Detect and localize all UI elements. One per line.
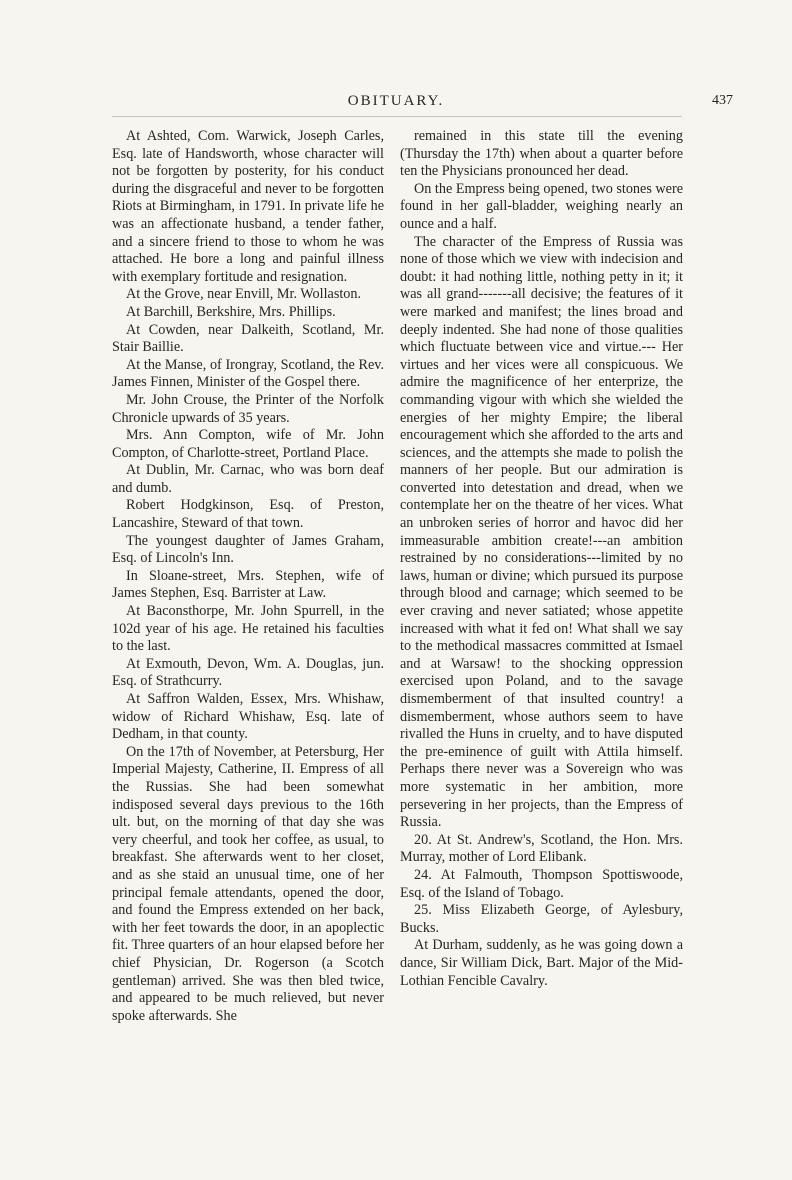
obituary-entry: At Durham, suddenly, as he was going down a dance, Sir William Dick, Bart. Major of the Mid-Lothian Fencible Cavalry. bbox=[400, 937, 683, 989]
obituary-entry: On the Empress being opened, two stones were found in her gall-bladder, weighing nearly an ounce and a half. bbox=[400, 180, 683, 232]
obituary-entry: 25. Miss Elizabeth George, of Aylesbury, Bucks. bbox=[400, 902, 683, 936]
obituary-entry: The character of the Empress of Russia was none of those which we view with indecision and doubt: it had nothing little, nothing petty in it; it was all grand-------all decisive; the features of it were marked and manifest; the lines broad and deeply indented. She had none of those qualities which fluctuate between vice and virtue.--- Her virtues and her vices were all conspicuous. We admire the magnificence of her enterprize, the commanding vigour with which she wielded the energies of her mighty Empire; the liberal encouragement which she afforded to the arts and sciences, and the attempts she made to polish the manners of her people. But our admiration is converted into detestation and dread, when we contemplate her on the theatre of her vices. What an unbroken series of horror and havoc did her immeasurable ambition create!---an ambition restrained by no considerations---limited by no laws, human or divine; which pursued its purpose through blood and carnage; which seemed to be ever craving and never satiated; whose appetite increased with what it fed on! What shall we say to the methodical massacres committed at Ismael and at Warsaw! to the shocking oppression exercised upon Poland, and to the savage dismemberment of that insulted country! a dismemberment, whose authors seem to have rivalled the Huns in cruelty, and to have disputed the pre-eminence of guilt with Attila himself. Perhaps there never was a Sovereign who was more systematic in her ambition, more persevering in her projects, than the Empress of Russia. bbox=[400, 233, 683, 831]
right-column bbox=[400, 128, 683, 990]
obituary-entry: At Cowden, near Dalkeith, Scotland, Mr. Stair Baillie. bbox=[112, 321, 384, 356]
obituary-entry: At Saffron Walden, Essex, Mrs. Whishaw, widow of Richard Whishaw, Esq. late of Dedham, in that county. bbox=[112, 691, 384, 743]
obituary-entry-empress: On the 17th of November, at Petersburg, Her Imperial Majesty, Catherine, II. Empress of all the Russias. She had been somewhat indisposed several days previous to the 16th ult. but, on the morning of that day she was very cheerful, and took her coffee, as usual, to breakfast. She afterwards went to her closet, and as she staid an unusual time, one of her principal female attendants, opened the door, and found the Empress extended on her back, with her feet towards the door, in an apoplectic fit. Three quarters of an hour elapsed before her chief Physician, Dr. Rogerson (a Scotch gentleman) arrived. She was then bled twice, and appeared to be much relieved, but never spoke afterwards. She bbox=[112, 743, 384, 1024]
obituary-entry: 20. At St. Andrew's, Scotland, the Hon. Mrs. Murray, mother of Lord Elibank. bbox=[400, 831, 683, 866]
obituary-entry: remained in this state till the evening (Thursday the 17th) when about a quarter before ten the Physicians pronounced her dead. bbox=[400, 128, 683, 180]
obituary-entry: Robert Hodgkinson, Esq. of Preston, Lancashire, Steward of that town. bbox=[112, 497, 384, 532]
obituary-entry: At Exmouth, Devon, Wm. A. Douglas, jun. Esq. of Strathcurry. bbox=[112, 655, 384, 690]
obituary-entry: At Baconsthorpe, Mr. John Spurrell, in the 102d year of his age. He retained his faculties to the last. bbox=[112, 603, 384, 655]
obituary-entry: The youngest daughter of James Graham, Esq. of Lincoln's Inn. bbox=[112, 532, 384, 567]
obituary-entry: At Barchill, Berkshire, Mrs. Phillips. bbox=[126, 303, 336, 320]
obituary-entry: In Sloane-street, Mrs. Stephen, wife of James Stephen, Esq. Barrister at Law. bbox=[112, 567, 384, 602]
obituary-entry: 24. At Falmouth, Thompson Spottiswoode, Esq. of the Island of Tobago. bbox=[400, 866, 683, 901]
obituary-entry: At Ashted, Com. Warwick, Joseph Carles, Esq. late of Handsworth, whose character will not be forgotten by posterity, for his conduct during the disgraceful and never to be forgotten Riots at Birmingham, in 1791. In private life he was an affectionate husband, a tender father, and a sincere friend to those to whom he was attached. He bore a long and painful illness with exemplary fortitude and resignation. bbox=[112, 128, 384, 285]
page-title: OBITUARY. bbox=[347, 93, 445, 109]
obituary-entry: Mr. John Crouse, the Printer of the Norfolk Chronicle upwards of 35 years. bbox=[112, 391, 384, 426]
obituary-entry: At the Manse, of Irongray, Scotland, the Rev. James Finnen, Minister of the Gospel there. bbox=[112, 356, 384, 391]
obituary-entry: At the Grove, near Envill, Mr. Wollaston. bbox=[126, 286, 362, 303]
left-column bbox=[112, 128, 384, 1025]
obituary-entry: Mrs. Ann Compton, wife of Mr. John Compton, of Charlotte-street, Portland Place. bbox=[112, 427, 384, 461]
obituary-entry: At Dublin, Mr. Carnac, who was born deaf and dumb. bbox=[112, 462, 384, 496]
page-number: 437 bbox=[712, 93, 733, 108]
header-rule bbox=[112, 116, 682, 117]
